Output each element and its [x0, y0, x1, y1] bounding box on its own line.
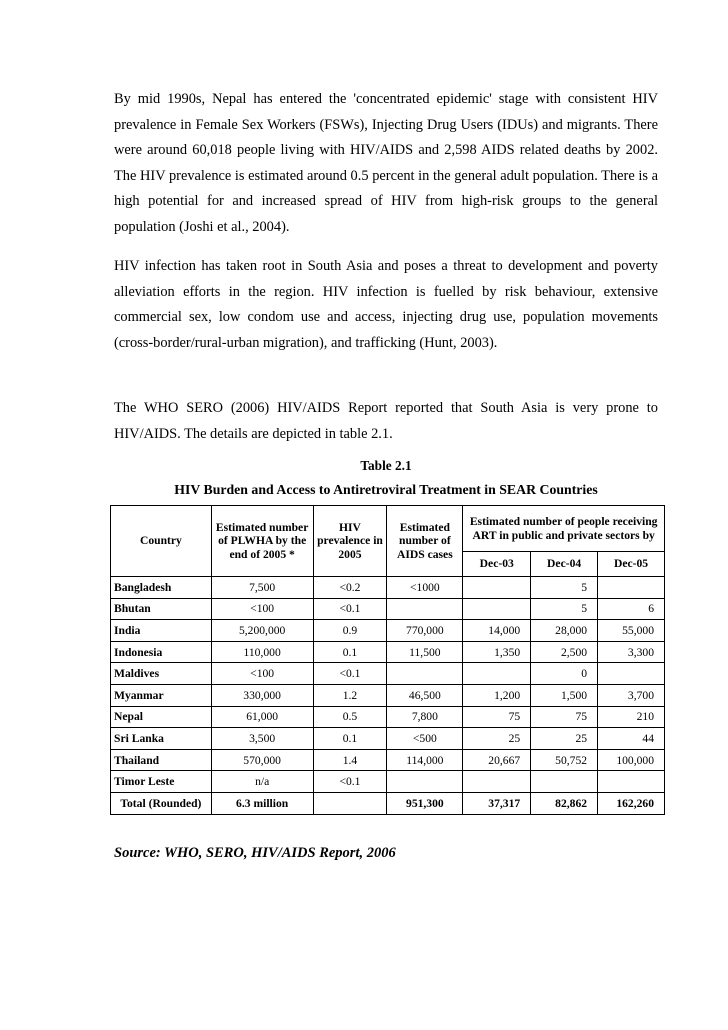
header-dec04: Dec-04 [531, 552, 598, 577]
hiv-burden-table [110, 505, 665, 815]
paragraph-who-report: The WHO SERO (2006) HIV/AIDS Report reported that South Asia is very prone to HIV/AIDS. The details are depicted in table 2.1. [114, 400, 658, 442]
table-row [111, 598, 665, 620]
cell-prevalence: 0.5 [313, 706, 387, 728]
cell-dec05: 100,000 [598, 749, 665, 771]
cell-dec04: 2,500 [531, 641, 598, 663]
cell-plwha: 6.3 million [211, 792, 313, 814]
cell-country: Indonesia [111, 641, 212, 663]
cell-plwha: 7,500 [211, 577, 313, 599]
cell-prevalence: 1.2 [313, 684, 387, 706]
cell-dec05 [598, 663, 665, 685]
cell-aids: 7,800 [387, 706, 463, 728]
cell-prevalence: 0.1 [313, 728, 387, 750]
table-row [111, 577, 665, 599]
cell-dec03 [463, 663, 531, 685]
cell-aids: 46,500 [387, 684, 463, 706]
cell-country: India [111, 620, 212, 642]
cell-aids: 114,000 [387, 749, 463, 771]
cell-prevalence: 0.9 [313, 620, 387, 642]
cell-dec04: 75 [531, 706, 598, 728]
cell-dec03: 1,200 [463, 684, 531, 706]
cell-country: Thailand [111, 749, 212, 771]
cell-dec05 [598, 771, 665, 793]
cell-dec04: 1,500 [531, 684, 598, 706]
cell-dec05: 6 [598, 598, 665, 620]
header-art-group: Estimated number of people receiving ART in public and private sectors by [463, 506, 665, 552]
table-row [111, 641, 665, 663]
cell-dec05: 3,700 [598, 684, 665, 706]
cell-aids [387, 771, 463, 793]
cell-dec04: 5 [531, 598, 598, 620]
cell-plwha: 110,000 [211, 641, 313, 663]
cell-prevalence: <0.1 [313, 771, 387, 793]
cell-plwha: <100 [211, 663, 313, 685]
cell-aids: <500 [387, 728, 463, 750]
cell-dec03: 20,667 [463, 749, 531, 771]
source-note: Source: WHO, SERO, HIV/AIDS Report, 2006 [114, 845, 396, 861]
cell-dec04 [531, 771, 598, 793]
cell-dec03: 37,317 [463, 792, 531, 814]
header-dec03: Dec-03 [463, 552, 531, 577]
cell-plwha: <100 [211, 598, 313, 620]
cell-dec05: 3,300 [598, 641, 665, 663]
cell-dec03: 75 [463, 706, 531, 728]
table-row [111, 749, 665, 771]
cell-plwha: 570,000 [211, 749, 313, 771]
cell-dec03: 25 [463, 728, 531, 750]
cell-dec03 [463, 577, 531, 599]
cell-country: Total (Rounded) [111, 792, 212, 814]
table-title: HIV Burden and Access to Antiretroviral Treatment in SEAR Countries [174, 482, 598, 497]
table-row [111, 728, 665, 750]
cell-country: Nepal [111, 706, 212, 728]
cell-dec04: 0 [531, 663, 598, 685]
header-aids-cases: Estimated number of AIDS cases [387, 506, 463, 577]
table-row [111, 684, 665, 706]
cell-dec03: 14,000 [463, 620, 531, 642]
cell-aids: 951,300 [387, 792, 463, 814]
cell-country: Bangladesh [111, 577, 212, 599]
cell-prevalence: 0.1 [313, 641, 387, 663]
table-body [111, 577, 665, 815]
table-header-row [111, 506, 665, 552]
cell-prevalence [313, 792, 387, 814]
cell-country: Bhutan [111, 598, 212, 620]
cell-plwha: 330,000 [211, 684, 313, 706]
table-row [111, 620, 665, 642]
cell-aids: 11,500 [387, 641, 463, 663]
cell-plwha: 3,500 [211, 728, 313, 750]
cell-dec04: 82,862 [531, 792, 598, 814]
table-row [111, 663, 665, 685]
cell-dec05 [598, 577, 665, 599]
cell-country: Sri Lanka [111, 728, 212, 750]
cell-dec04: 5 [531, 577, 598, 599]
cell-prevalence: <0.1 [313, 663, 387, 685]
header-country: Country [111, 506, 212, 577]
cell-country: Myanmar [111, 684, 212, 706]
cell-country: Maldives [111, 663, 212, 685]
table-number: Table 2.1 [360, 458, 412, 473]
header-prevalence: HIV prevalence in 2005 [313, 506, 387, 577]
cell-dec03: 1,350 [463, 641, 531, 663]
cell-plwha: 5,200,000 [211, 620, 313, 642]
table-row [111, 706, 665, 728]
table-row [111, 771, 665, 793]
table-total-row [111, 792, 665, 814]
cell-aids [387, 598, 463, 620]
cell-plwha: 61,000 [211, 706, 313, 728]
cell-dec03 [463, 598, 531, 620]
cell-aids: <1000 [387, 577, 463, 599]
cell-aids: 770,000 [387, 620, 463, 642]
cell-dec04: 50,752 [531, 749, 598, 771]
cell-dec04: 25 [531, 728, 598, 750]
cell-dec03 [463, 771, 531, 793]
cell-dec05: 55,000 [598, 620, 665, 642]
cell-plwha: n/a [211, 771, 313, 793]
cell-dec05: 210 [598, 706, 665, 728]
cell-aids [387, 663, 463, 685]
cell-prevalence: <0.1 [313, 598, 387, 620]
paragraph-nepal-epidemic: By mid 1990s, Nepal has entered the 'concentrated epidemic' stage with consistent HIV prevalence in Female Sex Workers (FSWs), Injecting Drug Users (IDUs) and migrants. There were around 60,018 people living with HIV/AIDS and 2,598 AIDS related deaths by 2002. The HIV prevalence is estimated around 0.5 percent in the general adult population. There is a high potential for and increased spread of HIV from high-risk groups to the general population (Joshi et al., 2004). [114, 91, 658, 235]
paragraph-south-asia-infection: HIV infection has taken root in South Asia and poses a threat to development and poverty alleviation efforts in the region. HIV infection is fuelled by risk behaviour, extensive commercial sex, low condom use and access, injecting drug use, population movements (cross-border/rural-urban migration), and trafficking (Hunt, 2003). [114, 258, 658, 351]
cell-dec05: 44 [598, 728, 665, 750]
header-plwha: Estimated number of PLWHA by the end of 2005 * [211, 506, 313, 577]
cell-dec05: 162,260 [598, 792, 665, 814]
header-dec05: Dec-05 [598, 552, 665, 577]
cell-prevalence: 1.4 [313, 749, 387, 771]
cell-dec04: 28,000 [531, 620, 598, 642]
cell-country: Timor Leste [111, 771, 212, 793]
cell-prevalence: <0.2 [313, 577, 387, 599]
